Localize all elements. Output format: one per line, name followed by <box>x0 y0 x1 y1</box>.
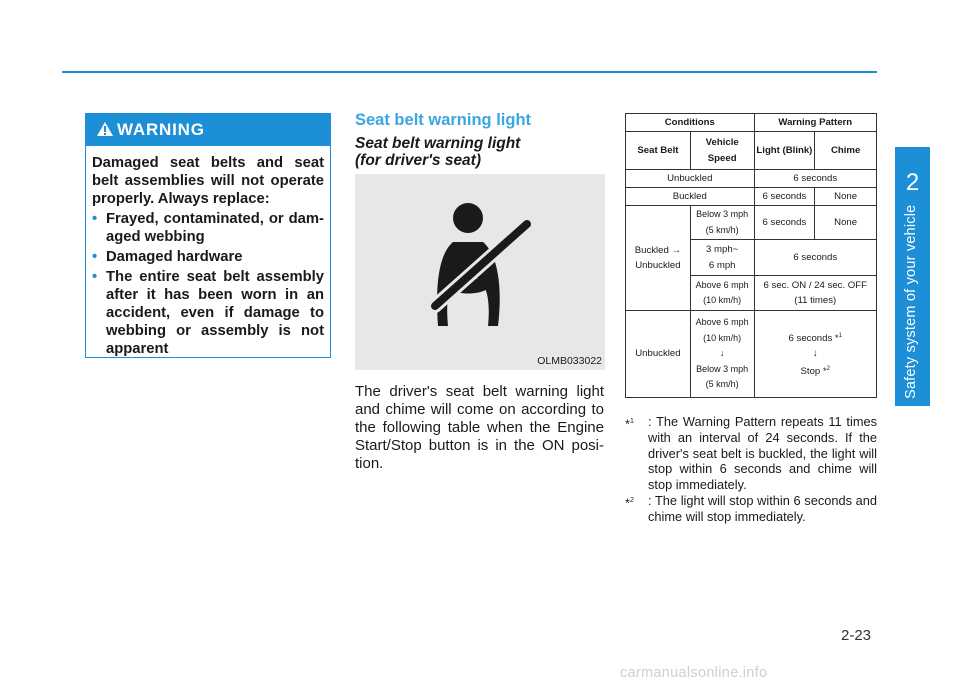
table-cell: 6 sec. ON / 24 sec. OFF (11 times) <box>754 276 876 311</box>
chapter-title: Safety system of your vehicle <box>903 204 919 399</box>
footnotes <box>625 414 877 525</box>
table-cell: None <box>815 206 877 240</box>
footnote-1: *$^1$ : The Warning Pattern repeats 11 times with an interval of 24 seconds. If the driver's seat belt is buckled, the light will stop within 6 seconds and chime will stop immediately. <box>625 414 877 493</box>
table-cell: 6 seconds <box>754 206 815 240</box>
section-subtitle: Seat belt warning light (for driver's seat) <box>355 135 521 169</box>
body-paragraph: The driver's seat belt warning light and chime will come on according to the following table when the Engine Start/Stop button is in the ON posi-tion. <box>355 383 604 472</box>
table-cell: 6 seconds *$^1$ ↓ Stop *$^2$ <box>754 311 876 398</box>
figure-caption: OLMB033022 <box>537 355 602 367</box>
table-header-light: Light (Blink) <box>754 132 815 170</box>
bullet-icon: • <box>92 249 98 265</box>
warning-triangle-icon <box>96 121 114 137</box>
table-header-warning: Warning Pattern <box>754 114 876 132</box>
table-cell: Unbuckled <box>626 170 755 188</box>
chapter-tab <box>895 147 930 406</box>
table-header-chime: Chime <box>815 132 877 170</box>
section-title: Seat belt warning light <box>355 111 532 129</box>
table-cell: None <box>815 188 877 206</box>
warning-list <box>92 210 324 358</box>
warning-pattern-table <box>625 113 877 398</box>
warning-header <box>86 114 330 146</box>
warning-title: WARNING <box>117 120 205 139</box>
bullet-icon: • <box>92 269 98 285</box>
footnote-2: *$^2$ : The light will stop within 6 seconds and chime will stop immediately. <box>625 492 877 524</box>
table-cell: 6 seconds <box>754 188 815 206</box>
bullet-icon: • <box>92 211 98 227</box>
table-cell: 6 seconds <box>754 240 876 276</box>
table-cell: Buckled <box>626 188 755 206</box>
table-cell: Unbuckled <box>626 311 691 398</box>
warning-body <box>92 154 324 358</box>
table-header-vehicle-speed: Vehicle Speed <box>690 132 754 170</box>
warning-item: • Damaged hardware <box>92 249 243 265</box>
warning-intro: Damaged seat belts and seat belt assemblies will not operate properly. Always replace: <box>92 155 324 207</box>
warning-item: • Frayed, contaminated, or dam-aged webbing <box>92 211 324 245</box>
table-header-conditions: Conditions <box>626 114 755 132</box>
table-header-seat-belt: Seat Belt <box>626 132 691 170</box>
page-number: 2-23 <box>841 627 872 644</box>
table-cell: Above 6 mph (10 km/h) ↓ Below 3 mph (5 km/h) <box>690 311 754 398</box>
table-cell-group: Buckled → Unbuckled <box>626 206 691 311</box>
warning-item: • The entire seat belt assembly after it has been worn in an accident, even if damage to webbing or assembly is not apparent <box>92 269 324 357</box>
table-cell: 3 mph~ 6 mph <box>690 240 754 276</box>
table-cell: Above 6 mph (10 km/h) <box>690 276 754 311</box>
seat-belt-warning-icon <box>355 174 605 370</box>
table-cell: Below 3 mph (5 km/h) <box>690 206 754 240</box>
seat-belt-figure <box>355 174 605 370</box>
table-cell: 6 seconds <box>754 170 876 188</box>
warning-box <box>85 113 331 358</box>
down-arrow-icon: ↓ <box>812 348 818 360</box>
chapter-number: 2 <box>905 169 920 196</box>
down-arrow-icon: ↓ <box>719 348 725 359</box>
header-rule <box>62 71 877 73</box>
watermark: carmanualsonline.info <box>620 665 768 681</box>
